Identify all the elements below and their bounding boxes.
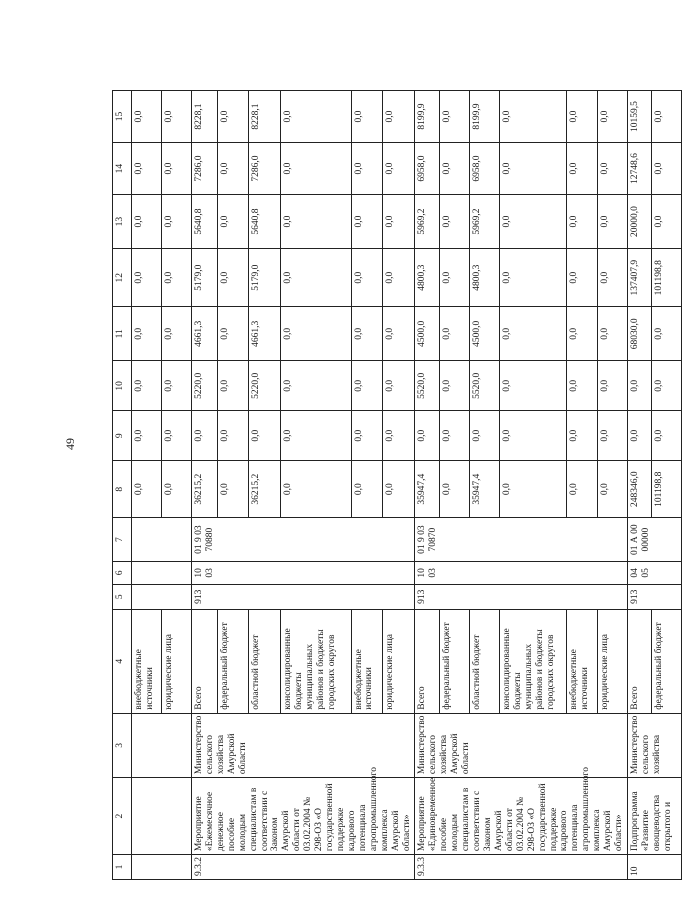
- column-number: 15: [113, 91, 132, 143]
- target-article-code: [132, 518, 192, 562]
- funding-source: консолидированные бюджеты муниципальных районов и бюджеты городских округов: [500, 609, 567, 713]
- amount-cell: 0,0: [500, 91, 567, 143]
- funding-source: федеральный бюджет: [439, 609, 469, 713]
- amount-cell: 0,0: [162, 249, 192, 307]
- amount-cell: 5969,2: [470, 195, 500, 249]
- amount-cell: 0,0: [651, 361, 681, 411]
- amount-cell: 4500,0: [470, 307, 500, 361]
- amount-cell: 0,0: [132, 91, 162, 143]
- amount-cell: 0,0: [351, 461, 383, 518]
- amount-cell: 0,0: [192, 411, 218, 461]
- amount-cell: 0,0: [383, 461, 415, 518]
- amount-cell: 0,0: [439, 307, 469, 361]
- amount-cell: 5220,0: [192, 361, 218, 411]
- section-code: 10 03: [192, 561, 415, 584]
- amount-cell: 35947,4: [470, 461, 500, 518]
- amount-cell: 0,0: [281, 195, 351, 249]
- amount-cell: 0,0: [597, 361, 627, 411]
- table-row: [415, 91, 439, 880]
- amount-cell: 137407,9: [627, 249, 651, 307]
- amount-cell: 0,0: [651, 143, 681, 195]
- item-name: [132, 778, 192, 855]
- amount-cell: 0,0: [383, 361, 415, 411]
- amount-cell: 0,0: [351, 195, 383, 249]
- budget-table: [112, 90, 682, 880]
- grbs-code: 913: [415, 584, 628, 609]
- target-article-code: 01 А 00 00000: [627, 518, 681, 562]
- funding-source: внебюджетные источники: [132, 609, 162, 713]
- amount-cell: 0,0: [567, 307, 597, 361]
- target-article-code: 01 9 03 70870: [415, 518, 628, 562]
- amount-cell: 10159,5: [627, 91, 651, 143]
- amount-cell: 7286,0: [249, 143, 281, 195]
- amount-cell: 0,0: [597, 249, 627, 307]
- amount-cell: 0,0: [567, 143, 597, 195]
- item-number: 9.3.2: [192, 855, 415, 880]
- amount-cell: 0,0: [281, 361, 351, 411]
- amount-cell: 5520,0: [415, 361, 439, 411]
- amount-cell: 0,0: [439, 461, 469, 518]
- amount-cell: 0,0: [439, 411, 469, 461]
- amount-cell: 0,0: [351, 361, 383, 411]
- grbs-code: 913: [192, 584, 415, 609]
- amount-cell: 5220,0: [249, 361, 281, 411]
- column-number: 10: [113, 361, 132, 411]
- amount-cell: 5179,0: [192, 249, 218, 307]
- amount-cell: 0,0: [249, 411, 281, 461]
- amount-cell: 0,0: [597, 143, 627, 195]
- amount-cell: 7286,0: [192, 143, 218, 195]
- amount-cell: 101198,8: [651, 249, 681, 307]
- amount-cell: 0,0: [567, 91, 597, 143]
- amount-cell: 5179,0: [249, 249, 281, 307]
- amount-cell: 36215,2: [249, 461, 281, 518]
- amount-cell: 0,0: [567, 411, 597, 461]
- amount-cell: 12748,6: [627, 143, 651, 195]
- table-row: [627, 91, 651, 880]
- amount-cell: 0,0: [439, 143, 469, 195]
- funding-source: областной бюджет: [249, 609, 281, 713]
- amount-cell: 0,0: [651, 307, 681, 361]
- funding-source: внебюджетные источники: [567, 609, 597, 713]
- amount-cell: 68030,0: [627, 307, 651, 361]
- grbs-code: 913: [627, 584, 681, 609]
- executor: Министерство сельского хозяйства: [627, 713, 681, 777]
- section-code: 10 03: [415, 561, 628, 584]
- column-number-row: [113, 91, 132, 880]
- amount-cell: 0,0: [162, 307, 192, 361]
- executor: [132, 713, 192, 777]
- amount-cell: 4661,3: [249, 307, 281, 361]
- executor: Министерство сельского хозяйства Амурской области: [415, 713, 628, 777]
- column-number: 4: [113, 609, 132, 713]
- amount-cell: 0,0: [567, 461, 597, 518]
- amount-cell: 0,0: [383, 307, 415, 361]
- amount-cell: 5640,8: [192, 195, 218, 249]
- amount-cell: 0,0: [132, 143, 162, 195]
- amount-cell: 20000,0: [627, 195, 651, 249]
- amount-cell: 0,0: [162, 411, 192, 461]
- amount-cell: 0,0: [651, 195, 681, 249]
- column-number: 11: [113, 307, 132, 361]
- column-number: 9: [113, 411, 132, 461]
- amount-cell: 0,0: [132, 411, 162, 461]
- amount-cell: 0,0: [415, 411, 439, 461]
- column-number: 13: [113, 195, 132, 249]
- funding-source: консолидированные бюджеты муниципальных районов и бюджеты городских округов: [281, 609, 351, 713]
- target-article-code: 01 9 03 70880: [192, 518, 415, 562]
- amount-cell: 5520,0: [470, 361, 500, 411]
- amount-cell: 0,0: [162, 195, 192, 249]
- amount-cell: 0,0: [132, 307, 162, 361]
- column-number: 5: [113, 584, 132, 609]
- amount-cell: 0,0: [217, 249, 249, 307]
- amount-cell: 0,0: [597, 461, 627, 518]
- amount-cell: 0,0: [281, 307, 351, 361]
- amount-cell: 0,0: [351, 307, 383, 361]
- amount-cell: 8199,9: [470, 91, 500, 143]
- amount-cell: 0,0: [500, 195, 567, 249]
- amount-cell: 0,0: [439, 195, 469, 249]
- column-number: 7: [113, 518, 132, 562]
- amount-cell: 0,0: [567, 195, 597, 249]
- executor: Министерство сельского хозяйства Амурской области: [192, 713, 415, 777]
- funding-source: федеральный бюджет: [651, 609, 681, 713]
- amount-cell: 0,0: [281, 461, 351, 518]
- amount-cell: 0,0: [383, 411, 415, 461]
- amount-cell: 0,0: [162, 461, 192, 518]
- amount-cell: 0,0: [217, 143, 249, 195]
- item-name: Мероприятие «Ежемесячное денежное пособие молодым специалистам в соответствии с Законом Амурской области от 03.02.2004 № 298-ОЗ «О государственной поддержке кадрового потенциала агропромышленного комплекса Амурской области»: [192, 778, 415, 855]
- amount-cell: 8228,1: [192, 91, 218, 143]
- amount-cell: 4800,3: [470, 249, 500, 307]
- column-number: 12: [113, 249, 132, 307]
- amount-cell: 248346,0: [627, 461, 651, 518]
- column-number: 3: [113, 713, 132, 777]
- funding-source: юридические лица: [383, 609, 415, 713]
- amount-cell: 0,0: [281, 249, 351, 307]
- amount-cell: 0,0: [351, 143, 383, 195]
- amount-cell: 0,0: [470, 411, 500, 461]
- table-body: [132, 91, 682, 880]
- amount-cell: 4800,3: [415, 249, 439, 307]
- column-number: 14: [113, 143, 132, 195]
- amount-cell: 0,0: [351, 411, 383, 461]
- amount-cell: 6958,0: [470, 143, 500, 195]
- amount-cell: 0,0: [132, 361, 162, 411]
- amount-cell: 0,0: [597, 307, 627, 361]
- amount-cell: 0,0: [217, 307, 249, 361]
- amount-cell: 0,0: [217, 461, 249, 518]
- item-number: [132, 855, 192, 880]
- amount-cell: 0,0: [651, 91, 681, 143]
- amount-cell: 0,0: [651, 411, 681, 461]
- amount-cell: 5640,8: [249, 195, 281, 249]
- item-number: 9.3.3: [415, 855, 628, 880]
- amount-cell: 0,0: [281, 143, 351, 195]
- amount-cell: 35947,4: [415, 461, 439, 518]
- funding-source: областной бюджет: [470, 609, 500, 713]
- amount-cell: 0,0: [383, 195, 415, 249]
- amount-cell: 0,0: [500, 143, 567, 195]
- amount-cell: 0,0: [217, 411, 249, 461]
- amount-cell: 0,0: [162, 91, 192, 143]
- amount-cell: 0,0: [500, 361, 567, 411]
- amount-cell: 0,0: [217, 361, 249, 411]
- amount-cell: 0,0: [162, 361, 192, 411]
- grbs-code: [132, 584, 192, 609]
- page-number: 49: [63, 438, 77, 450]
- amount-cell: 0,0: [132, 461, 162, 518]
- amount-cell: 5969,2: [415, 195, 439, 249]
- amount-cell: 0,0: [351, 91, 383, 143]
- amount-cell: 101198,8: [651, 461, 681, 518]
- amount-cell: 0,0: [383, 143, 415, 195]
- amount-cell: 0,0: [281, 411, 351, 461]
- section-code: [132, 561, 192, 584]
- amount-cell: 0,0: [627, 361, 651, 411]
- funding-source: Всего: [627, 609, 651, 713]
- amount-cell: 0,0: [383, 249, 415, 307]
- amount-cell: 0,0: [567, 361, 597, 411]
- item-name: Подпрограмма «Развитие овощеводства открытого и: [627, 778, 681, 855]
- table-row: [132, 91, 162, 880]
- amount-cell: 0,0: [597, 91, 627, 143]
- amount-cell: 0,0: [217, 195, 249, 249]
- amount-cell: 0,0: [439, 249, 469, 307]
- amount-cell: 0,0: [281, 91, 351, 143]
- funding-source: юридические лица: [162, 609, 192, 713]
- amount-cell: 0,0: [597, 195, 627, 249]
- amount-cell: 0,0: [162, 143, 192, 195]
- amount-cell: 0,0: [500, 411, 567, 461]
- amount-cell: 0,0: [500, 307, 567, 361]
- amount-cell: 0,0: [383, 91, 415, 143]
- amount-cell: 4661,3: [192, 307, 218, 361]
- item-number: 10: [627, 855, 681, 880]
- amount-cell: 0,0: [567, 249, 597, 307]
- amount-cell: 0,0: [439, 361, 469, 411]
- funding-source: Всего: [415, 609, 439, 713]
- budget-table-sheet: [112, 90, 682, 880]
- amount-cell: 36215,2: [192, 461, 218, 518]
- amount-cell: 0,0: [217, 91, 249, 143]
- amount-cell: 0,0: [132, 195, 162, 249]
- amount-cell: 8228,1: [249, 91, 281, 143]
- column-number: 8: [113, 461, 132, 518]
- funding-source: Всего: [192, 609, 218, 713]
- amount-cell: 8199,9: [415, 91, 439, 143]
- column-number: 6: [113, 561, 132, 584]
- amount-cell: 0,0: [500, 461, 567, 518]
- amount-cell: 0,0: [500, 249, 567, 307]
- item-name: Мероприятие «Единовременное пособие молодым специалистам в соответствии с Законом Амурской области от 03.02.2004 № 298-ОЗ «О государственной поддержке кадрового потенциала агропромышленного комплекса Амурской области»: [415, 778, 628, 855]
- amount-cell: 0,0: [597, 411, 627, 461]
- section-code: 04 05: [627, 561, 681, 584]
- column-number: 2: [113, 778, 132, 855]
- funding-source: федеральный бюджет: [217, 609, 249, 713]
- amount-cell: 0,0: [627, 411, 651, 461]
- amount-cell: 6958,0: [415, 143, 439, 195]
- funding-source: юридические лица: [597, 609, 627, 713]
- amount-cell: 4500,0: [415, 307, 439, 361]
- funding-source: внебюджетные источники: [351, 609, 383, 713]
- amount-cell: 0,0: [351, 249, 383, 307]
- table-row: [192, 91, 218, 880]
- amount-cell: 0,0: [439, 91, 469, 143]
- amount-cell: 0,0: [132, 249, 162, 307]
- column-number: 1: [113, 855, 132, 880]
